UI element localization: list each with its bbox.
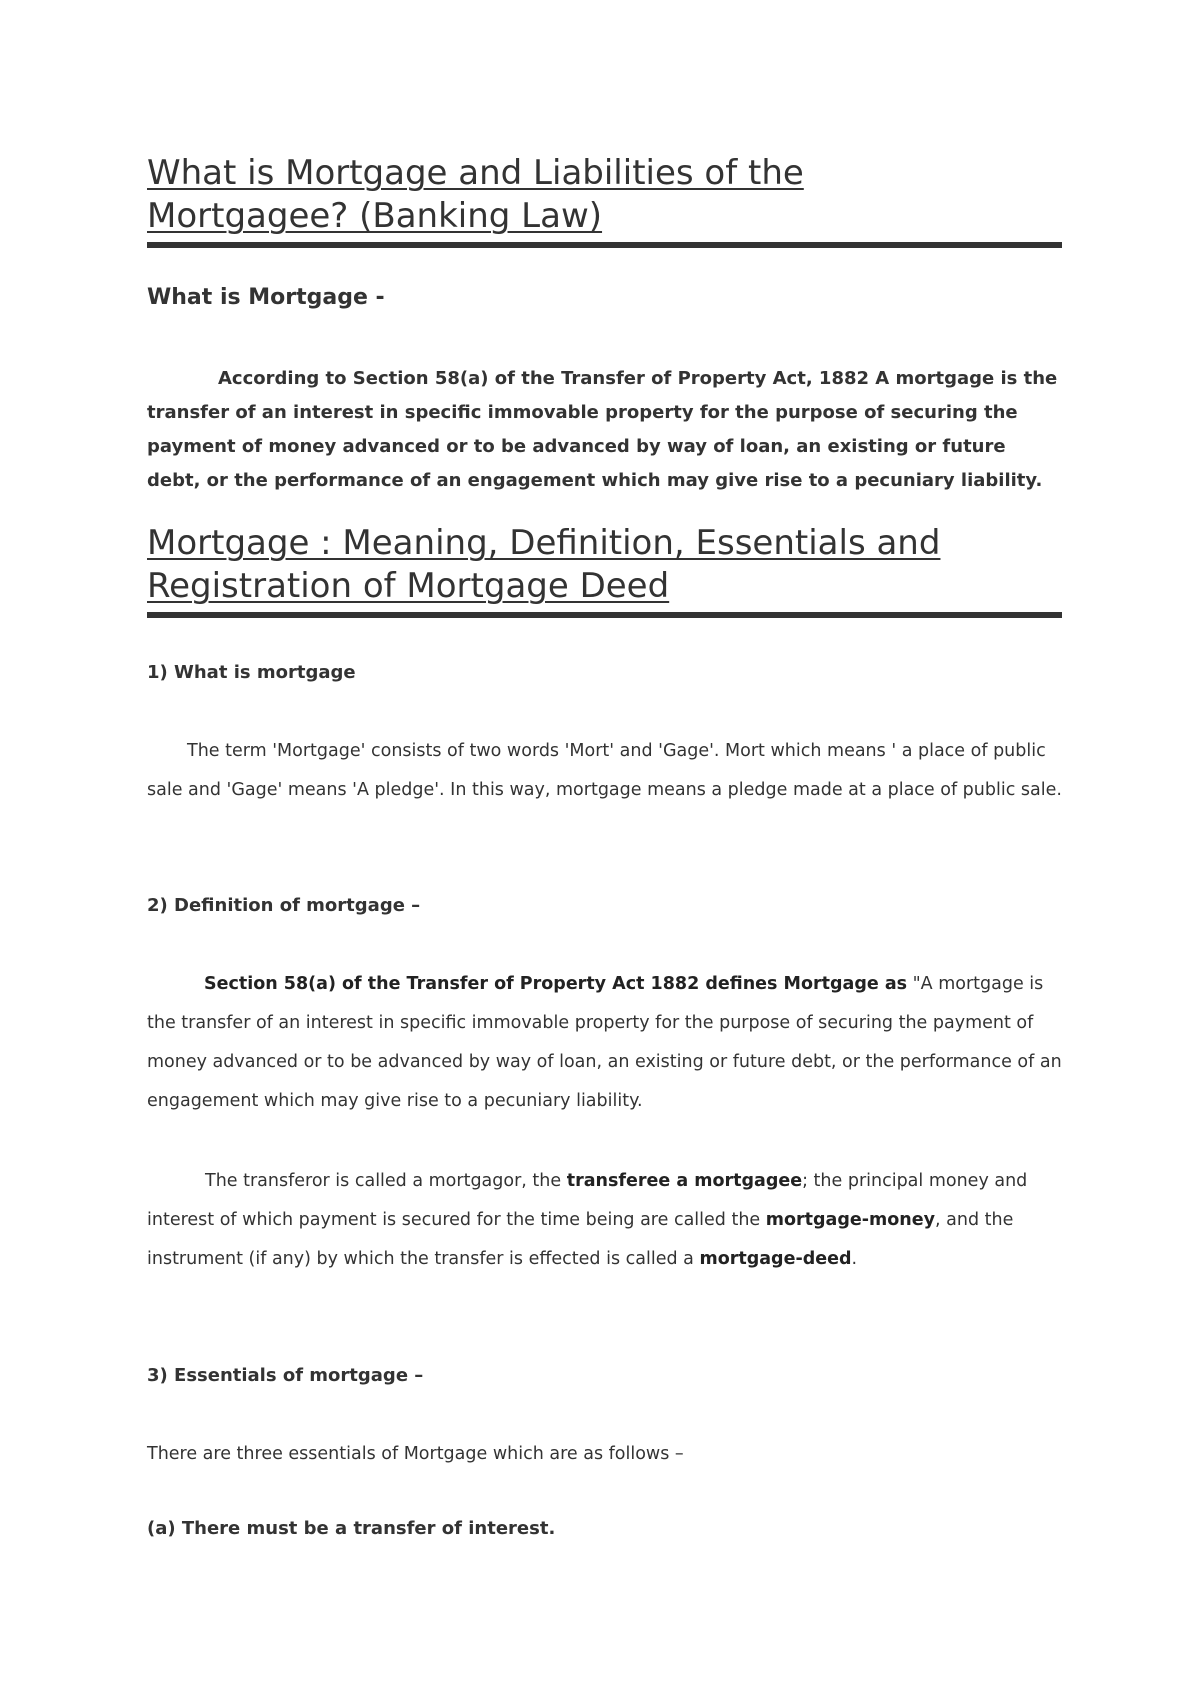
what-is-mortgage-heading: What is Mortgage - (147, 285, 385, 310)
section-title-line2: Registration of Mortgage Deed (147, 566, 670, 606)
sec2-terms-paragraph (147, 1162, 1062, 1279)
sec1-heading: 1) What is mortgage (147, 662, 356, 683)
sec2-terms-text-a: The transferor is called a mortgagor, the (205, 1171, 567, 1191)
document-title-line2: Mortgagee? (Banking Law) (147, 196, 603, 236)
intro-paragraph: According to Section 58(a) of the Transfer of Property Act, 1882 A mortgage is the transfer of an interest in specific immovable property for the purpose of securing the payment of money advanced or to be advanced by way of loan, an existing or future debt, or the performance of an engagement which may give rise to a pecuniary liability. (147, 368, 1058, 491)
section-title (147, 522, 1062, 608)
sec3-item-a: (a) There must be a transfer of interest. (147, 1518, 556, 1539)
sec2-definition-text: "A mortgage is the transfer of an interest in specific immovable property for the purpose of securing the payment of money advanced or to be advanced by way of loan, an existing or future debt, or the performance of an engagement which may give rise to a pecuniary liability. (147, 974, 1062, 1111)
section-title-rule (147, 612, 1062, 618)
sec2-terms-bold-money: mortgage-money (765, 1210, 935, 1230)
sec3-heading: 3) Essentials of mortgage – (147, 1365, 424, 1386)
sec2-terms-bold-transferee: transferee a mortgagee (566, 1171, 803, 1191)
document-page (147, 0, 1062, 1698)
sec1-paragraph: The term 'Mortgage' consists of two words 'Mort' and 'Gage'. Mort which means ' a place of public sale and 'Gage' means 'A pledge'. In this way, mortgage means a pledge made at a place of public sale. (147, 741, 1062, 800)
sec3-intro: There are three essentials of Mortgage which are as follows – (147, 1444, 684, 1464)
sec2-terms-text-g: . (851, 1249, 858, 1269)
sec2-heading: 2) Definition of mortgage – (147, 895, 421, 916)
sec2-definition-paragraph (147, 965, 1062, 1121)
section-title-line1: Mortgage : Meaning, Definition, Essentials and (147, 523, 941, 563)
title-rule (147, 242, 1062, 248)
sec2-definition-bold: Section 58(a) of the Transfer of Property Act 1882 defines Mortgage as (204, 974, 908, 994)
document-title-line1: What is Mortgage and Liabilities of the (147, 153, 804, 193)
sec2-terms-bold-deed: mortgage-deed (699, 1249, 852, 1269)
sec2-terms-text-e: , and the instrument (if any) by which the transfer is effected is called a (147, 1210, 1014, 1269)
sec2-terms-text-c: ; the principal money and interest of which payment is secured for the time being are called the (147, 1171, 1028, 1230)
document-title (147, 152, 1062, 238)
